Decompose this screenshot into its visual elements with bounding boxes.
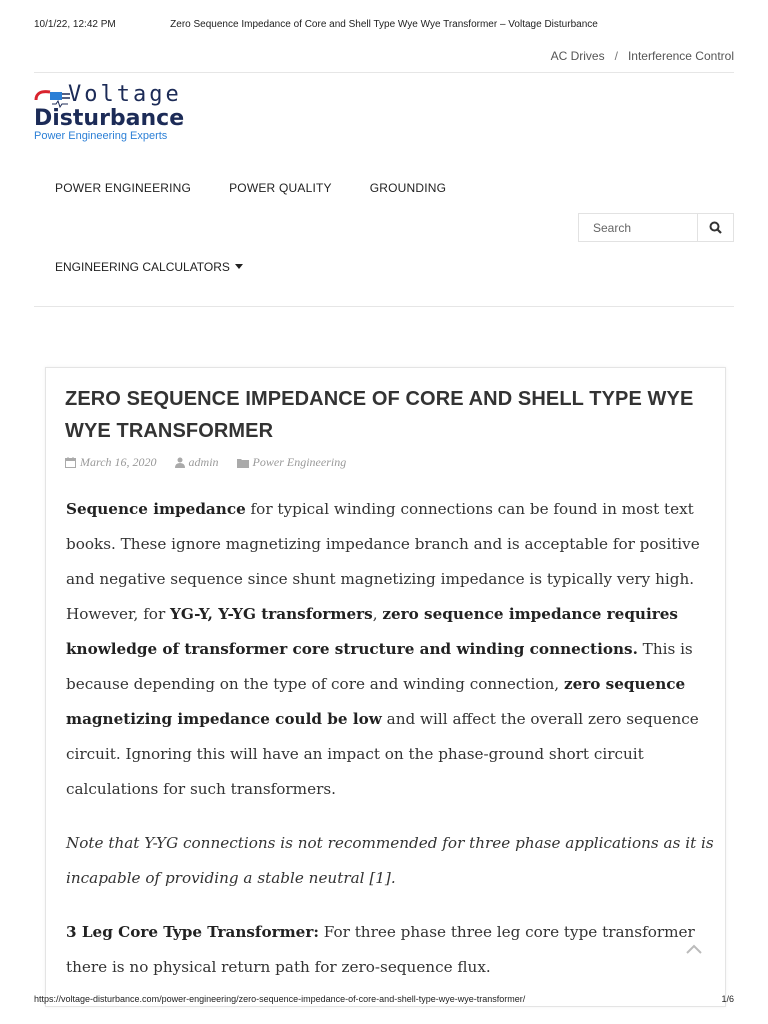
nav-engineering-calculators[interactable] [55,260,243,274]
article-title: ZERO SEQUENCE IMPEDANCE OF CORE AND SHELL TYPE WYE WYE TRANSFORMER [65,388,694,442]
logo-tagline: Power Engineering Experts [34,130,168,142]
nav-power-engineering[interactable]: POWER ENGINEERING [55,181,192,195]
topnav-ac-drives-link[interactable]: AC Drives [550,49,605,63]
print-datetime: 10/1/22, 12:42 PM [34,19,116,30]
nav-power-quality[interactable]: POWER QUALITY [229,181,332,195]
yg-y-bold: YG-Y, Y-YG transformers [170,605,373,623]
article-paragraph-1 [66,492,716,807]
print-header [34,19,734,33]
search-button[interactable] [697,214,733,241]
logo-voltage-text: Voltage [68,82,182,107]
p1-text-4: and will affect the overall zero sequence circuit. Ignoring this will have an impact on the phase-ground short circuit calculations for such transformers. [66,710,699,798]
topnav-separator: / [614,49,618,63]
article-paragraph-note: Note that Y-YG connections is not recommended for three phase applications as it is incapable of providing a stable neutral [1]. [66,834,714,887]
print-footer [34,994,734,1004]
calendar-icon [65,457,76,468]
zero-seq-requires-bold: zero sequence impedance requires knowledge of transformer core structure and winding connections. [66,605,678,658]
article-author-link[interactable]: admin [188,455,219,469]
nav-divider [34,306,734,307]
search-icon [709,221,722,234]
print-doc-title: Zero Sequence Impedance of Core and Shell Type Wye Wye Transformer – Voltage Disturbance [170,19,598,30]
print-url: https://voltage-disturbance.com/power-engineering/zero-sequence-impedance-of-core-and-shell-type-wye-wye-transformer/ [34,994,526,1004]
folder-icon [237,458,249,468]
header-divider [34,72,734,73]
search-input[interactable] [579,214,697,241]
scroll-to-top-button[interactable] [684,939,704,959]
main-navigation [55,181,446,195]
sequence-impedance-bold: Sequence impedance [66,500,246,518]
user-icon [175,457,185,468]
top-navigation [551,49,734,63]
search-box [578,213,734,242]
p3-text-1: For three phase three leg core type transformer there is no physical return path for zero-sequence flux. [66,923,695,976]
zero-seq-low-bold: zero sequence magnetizing impedance could be low [66,675,686,728]
p1-text-3: This is because depending on the type of core and winding connection, [66,640,693,693]
article-meta [65,455,346,470]
nav-grounding[interactable]: GROUNDING [369,181,447,195]
p1-text-2: , [372,605,383,623]
topnav-interference-control-link[interactable]: Interference Control [627,49,734,63]
caret-down-icon [235,264,243,270]
three-leg-core-bold: 3 Leg Core Type Transformer: [66,923,319,941]
site-logo[interactable] [34,82,204,144]
p1-text-1: for typical winding connections can be found in most text books. These ignore magnetizing impedance branch and is acceptable for positive and negative sequence since shunt magnetizing impedance is typically very high. However, for [66,500,700,623]
article-category-link[interactable]: Power Engineering [252,455,347,469]
nav-engineering-calculators-label: ENGINEERING CALCULATORS [55,260,230,274]
print-page-number: 1/6 [721,994,734,1004]
article-paragraph-3 [66,915,716,985]
article-date-link[interactable]: March 16, 2020 [80,455,157,469]
chevron-up-icon [684,939,704,959]
logo-disturbance-text: Disturbance [34,106,185,131]
